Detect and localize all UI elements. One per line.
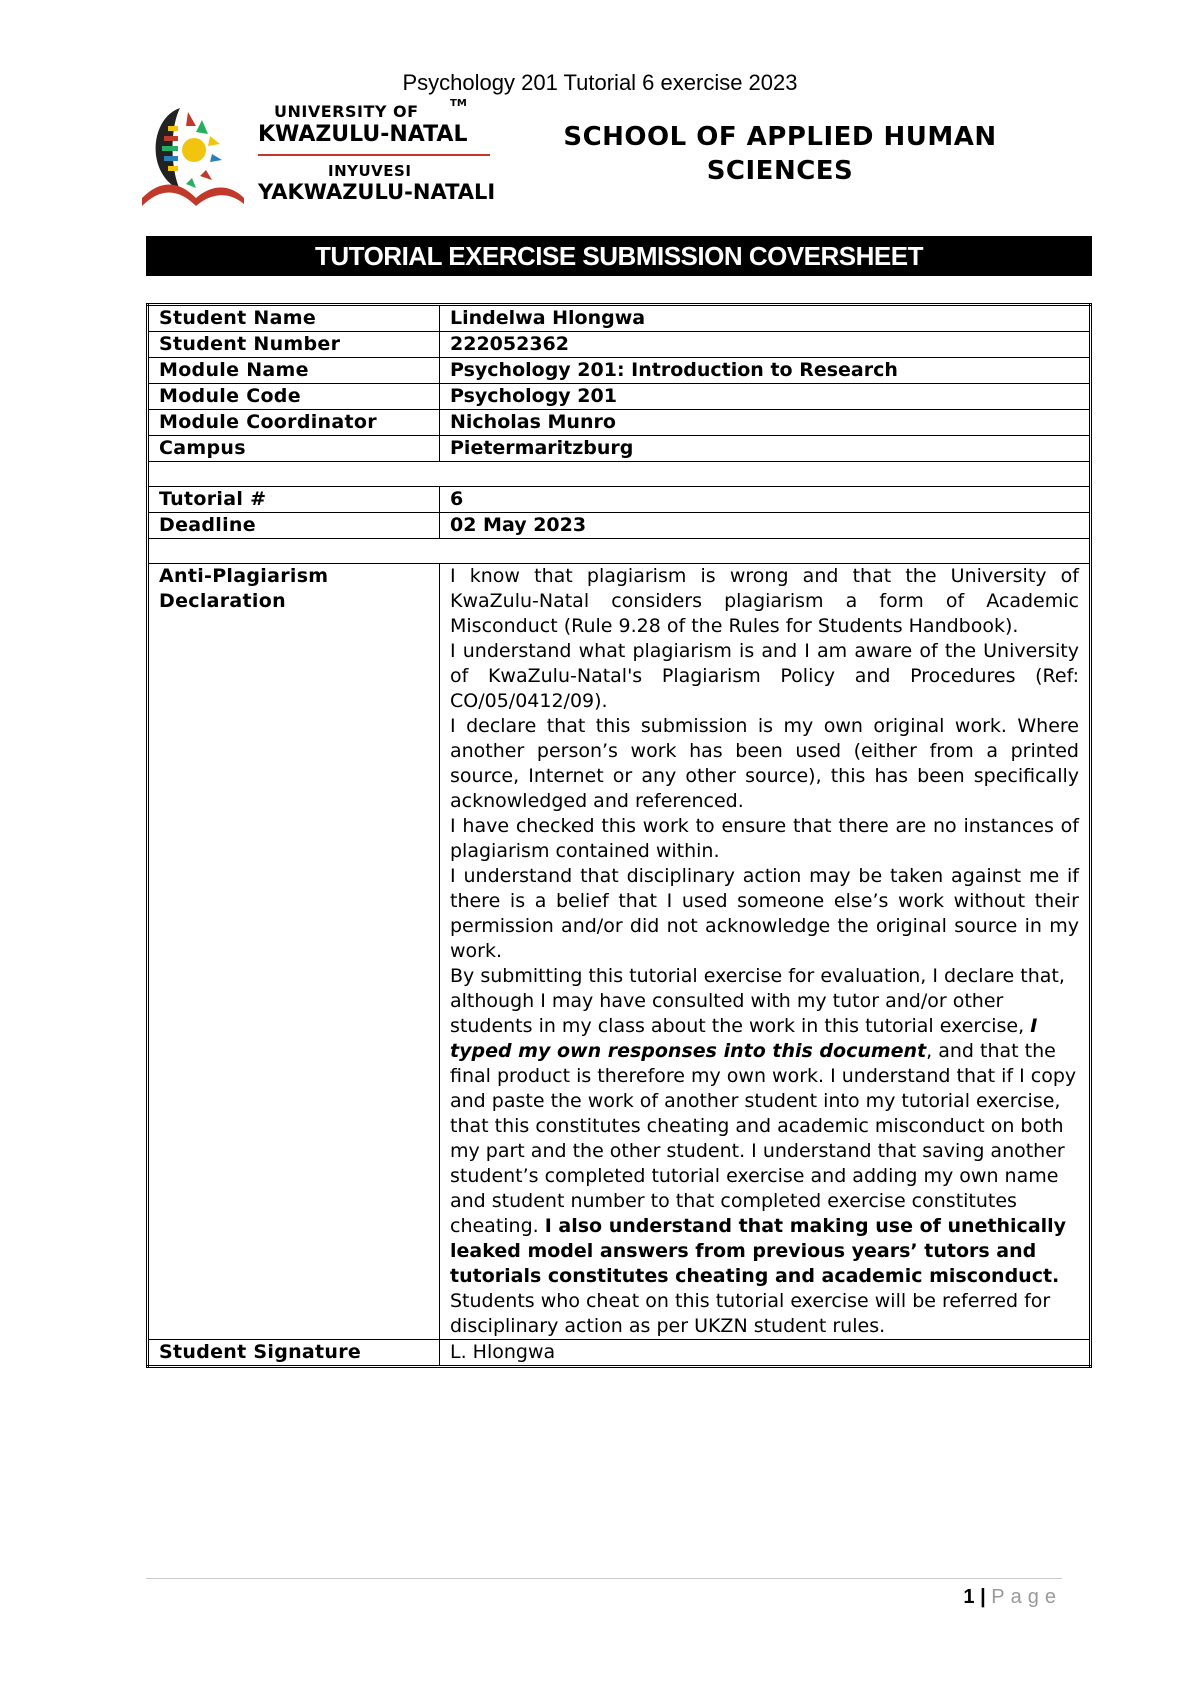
page-footer	[146, 1586, 1062, 1609]
student-number-value: 222052362	[440, 332, 1091, 358]
footer-divider	[146, 1578, 1062, 1579]
module-coordinator-label: Module Coordinator	[148, 410, 440, 436]
declaration-paragraph-4: I have checked this work to ensure that there are no instances of plagiarism contained within.	[450, 815, 1079, 862]
table-row	[148, 487, 1091, 513]
school-title	[540, 120, 1020, 188]
declaration-p6-part-c: , and that the final product is therefore my own work. I understand that if I copy and paste the work of another student into my tutorial exercise, that this constitutes cheating and academic misconduct on both my part and the other student. I understand that saving another student’s completed tutorial exercise and adding my own name and student number to that completed exercise constitutes cheating.	[450, 1040, 1077, 1237]
declaration-text	[440, 564, 1091, 1340]
campus-value: Pietermaritzburg	[440, 436, 1091, 462]
document-header-title: Psychology 201 Tutorial 6 exercise 2023	[402, 70, 798, 95]
table-row	[148, 358, 1091, 384]
campus-label: Campus	[148, 436, 440, 462]
table-row	[148, 436, 1091, 462]
declaration-p6-emphasis: I typed my own responses into this document	[450, 1015, 1038, 1062]
tutorial-value: 6	[440, 487, 1091, 513]
module-code-value: Psychology 201	[440, 384, 1091, 410]
logo-text-line4: YAKWAZULU-NATALI	[258, 180, 496, 204]
table-row	[148, 305, 1091, 332]
logo-text-line3: INYUVESI	[328, 162, 412, 180]
signature-label: Student Signature	[148, 1340, 440, 1367]
table-row	[148, 410, 1091, 436]
spacer-cell	[148, 539, 1091, 564]
deadline-label: Deadline	[148, 513, 440, 539]
module-name-value: Psychology 201: Introduction to Research	[440, 358, 1091, 384]
declaration-paragraph-2: I understand what plagiarism is and I am aware of the University of KwaZulu-Natal's Plagiarism Policy and Procedures (Ref: CO/05/0412/09).	[450, 640, 1079, 712]
coversheet-banner: TUTORIAL EXERCISE SUBMISSION COVERSHEET	[146, 236, 1092, 276]
module-name-label: Module Name	[148, 358, 440, 384]
declaration-p6-part-e: Students who cheat on this tutorial exercise will be referred for disciplinary action as per UKZN student rules.	[450, 1290, 1051, 1337]
school-title-line1: SCHOOL OF APPLIED HUMAN	[563, 122, 997, 152]
page-separator: |	[980, 1586, 986, 1608]
ukzn-logo	[140, 98, 500, 210]
page-number: 1	[963, 1586, 975, 1608]
ukzn-emblem-icon	[140, 98, 258, 210]
spacer-cell	[148, 462, 1091, 487]
module-coordinator-value: Nicholas Munro	[440, 410, 1091, 436]
student-name-label: Student Name	[148, 305, 440, 332]
declaration-label	[148, 564, 440, 1340]
spacer-row	[148, 462, 1091, 487]
tutorial-label: Tutorial #	[148, 487, 440, 513]
declaration-paragraph-1: I know that plagiarism is wrong and that the University of KwaZulu-Natal considers plagiarism a form of Academic Misconduct (Rule 9.28 of the Rules for Students Handbook).	[450, 565, 1079, 637]
declaration-paragraph-5: I understand that disciplinary action may be taken against me if there is a belief that I used someone else’s work without their permission and/or did not acknowledge the original source in my work.	[450, 865, 1079, 962]
logo-text-line2: KWAZULU-NATAL	[258, 122, 468, 147]
declaration-p6-part-a: By submitting this tutorial exercise for evaluation, I declare that, although I may have consulted with my tutor and/or other students in my class about the work in this tutorial exercise,	[450, 965, 1065, 1037]
declaration-label-line2: Declaration	[159, 590, 286, 612]
module-code-label: Module Code	[148, 384, 440, 410]
table-row	[148, 332, 1091, 358]
declaration-p6-bold: I also understand that making use of unethically leaked model answers from previous years’ tutors and tutorials constitutes cheating and academic misconduct.	[450, 1215, 1067, 1287]
spacer-row	[148, 539, 1091, 564]
page-word: Page	[991, 1586, 1062, 1608]
table-row	[148, 564, 1091, 1340]
signature-value: L. Hlongwa	[440, 1340, 1091, 1367]
declaration-paragraph-3: I declare that this submission is my own original work. Where another person’s work has been used (either from a printed source, Internet or any other source), this has been specifically acknowledged and referenced.	[450, 715, 1079, 812]
declaration-paragraph-6	[450, 964, 1079, 1339]
logo-divider	[258, 154, 490, 156]
coversheet-table	[146, 303, 1092, 1368]
table-row	[148, 384, 1091, 410]
student-number-label: Student Number	[148, 332, 440, 358]
table-row	[148, 1340, 1091, 1367]
logo-text-line1: UNIVERSITY OF	[274, 102, 419, 121]
school-title-line2: SCIENCES	[706, 156, 854, 186]
student-name-value: Lindelwa Hlongwa	[440, 305, 1091, 332]
table-row	[148, 513, 1091, 539]
logo-trademark: TM	[450, 98, 467, 109]
deadline-value: 02 May 2023	[440, 513, 1091, 539]
declaration-label-line1: Anti-Plagiarism	[159, 565, 329, 587]
